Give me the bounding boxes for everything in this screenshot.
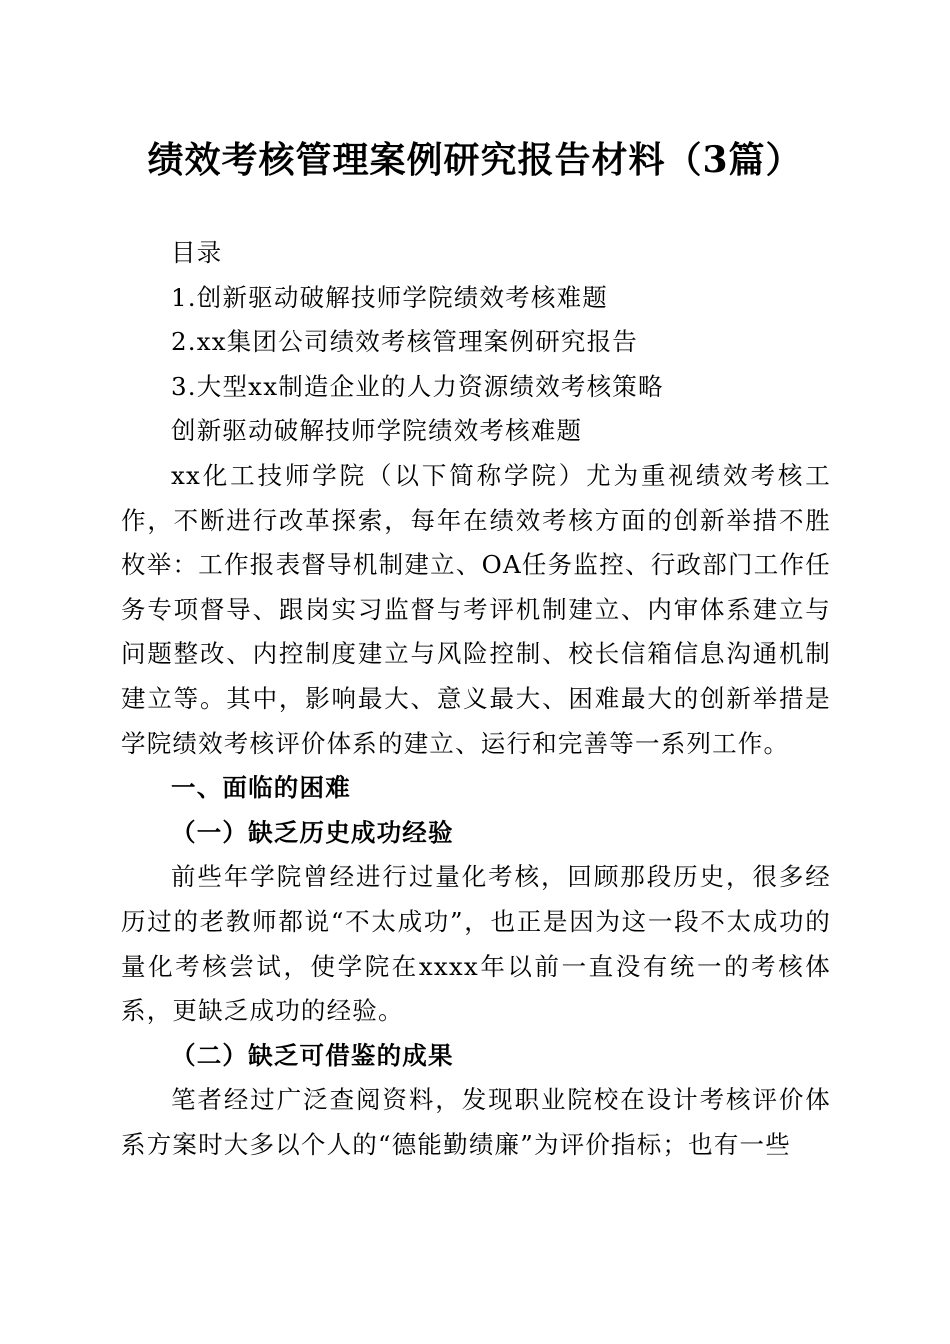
document-title: 绩效考核管理案例研究报告材料（3篇） [147, 139, 803, 181]
subsection-paragraph-2: 笔者经过广泛查阅资料，发现职业院校在设计考核评价体系方案时大多以个人的“德能勤绩廉”为评价指标；也有一些 [121, 1085, 831, 1159]
subsection-heading-1: （一）缺乏历史成功经验 [171, 817, 454, 847]
toc-heading: 目录 [171, 238, 223, 267]
toc-item-1: 1.创新驱动破解技师学院绩效考核难题 [171, 282, 608, 312]
section-heading-1: 一、面临的困难 [171, 773, 351, 803]
article-title: 创新驱动破解技师学院绩效考核难题 [171, 416, 583, 446]
toc-item-2: 2.xx集团公司绩效考核管理案例研究报告 [171, 327, 639, 357]
document-body [121, 231, 831, 1167]
intro-paragraph: xx化工技师学院（以下简称学院）尤为重视绩效考核工作，不断进行改革探索，每年在绩效考核方面的创新举措不胜枚举：工作报表督导机制建立、OA任务监控、行政部门工作任务专项督导、跟岗实习监督与考评机制建立、内审体系建立与问题整改、内控制度建立与风险控制、校长信箱信息沟通机制建立等。其中，影响最大、意义最大、困难最大的创新举措是学院绩效考核评价体系的建立、运行和完善等一系列工作。 [121, 460, 831, 758]
toc-item-3: 3.大型xx制造企业的人力资源绩效考核策略 [171, 371, 664, 401]
subsection-heading-2: （二）缺乏可借鉴的成果 [171, 1040, 454, 1070]
subsection-paragraph-1: 前些年学院曾经进行过量化考核，回顾那段历史，很多经历过的老教师都说“不太成功”，也正是因为这一段不太成功的量化考核尝试，使学院在xxxx年以前一直没有统一的考核体系，更缺乏成功的经验。 [121, 862, 831, 1026]
